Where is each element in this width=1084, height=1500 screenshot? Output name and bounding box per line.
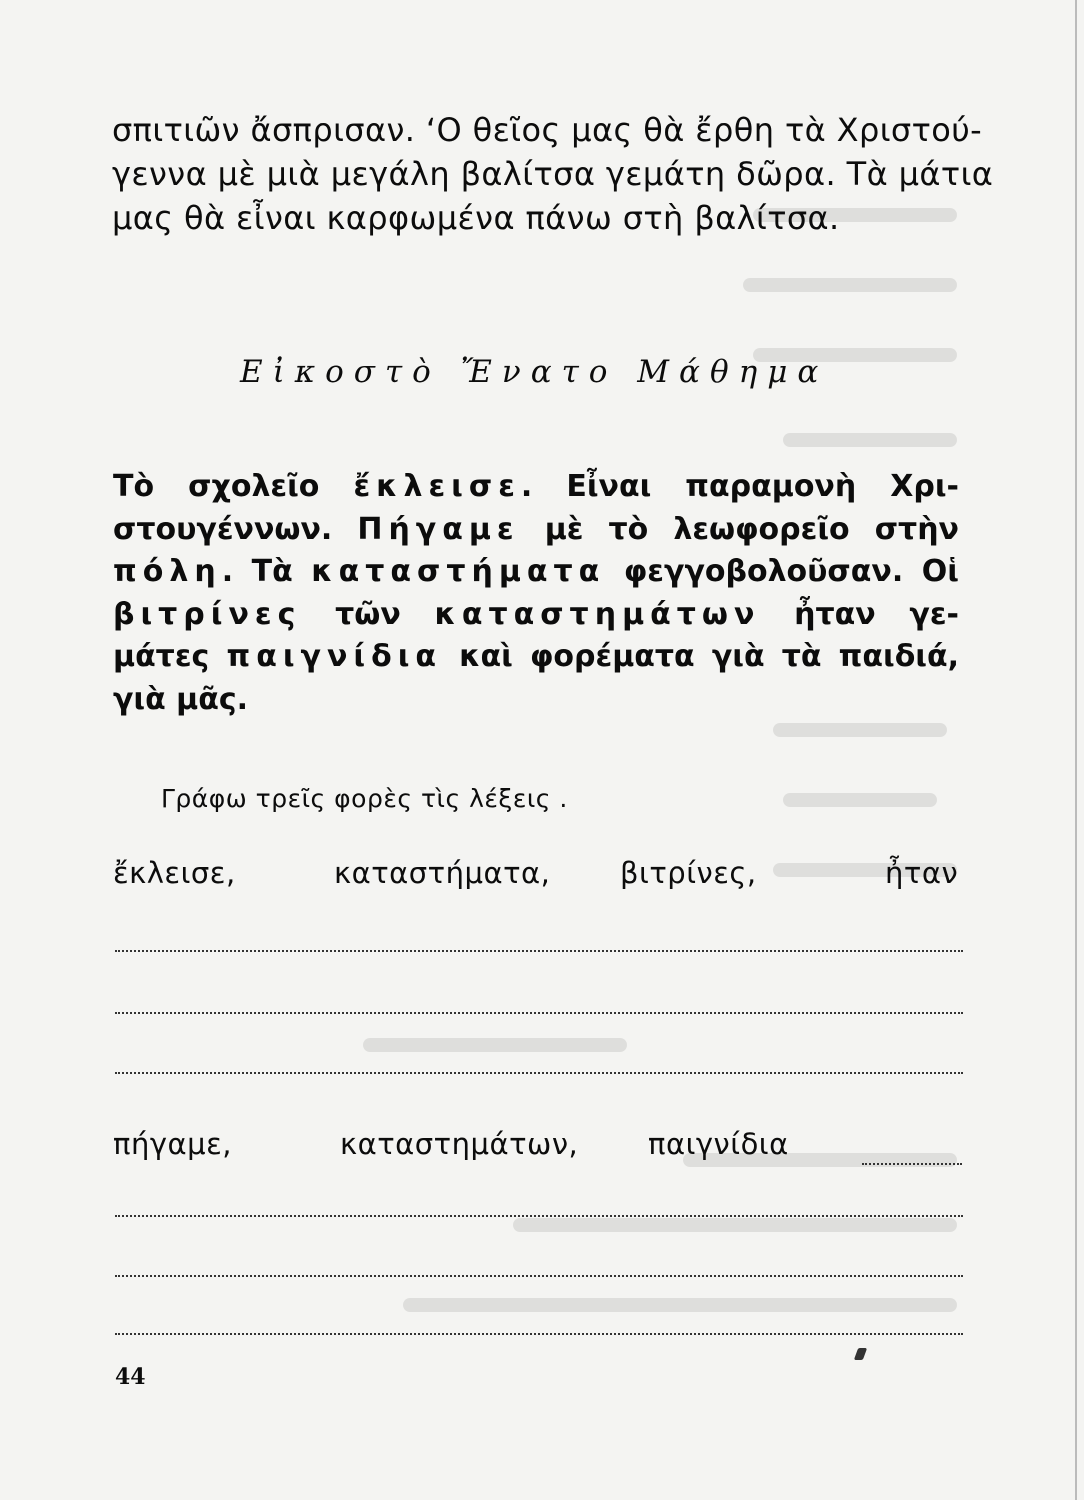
- reading-text: καὶ φορέματα γιὰ τὰ παιδιά,: [442, 639, 960, 674]
- writing-line[interactable]: [862, 1163, 962, 1165]
- practice-word: βιτρίνες,: [620, 856, 757, 890]
- writing-line[interactable]: [115, 1072, 963, 1074]
- reading-text: ἦταν γε-: [760, 596, 959, 632]
- writing-line[interactable]: [115, 950, 963, 952]
- ink-speck: [854, 1348, 867, 1360]
- exercise-instruction: Γράφω τρεῖς φορὲς τὶς λέξεις .: [161, 784, 568, 813]
- intro-line: σπιτιῶν ἄσπρισαν. ‘Ο θεῖος μας θὰ ἔρθη τὰ Χριστού-: [112, 111, 983, 149]
- reading-text: φεγγοβολοῦσαν. Οἱ: [605, 554, 959, 589]
- lesson-title: Εἰκοστὸ Ἔνατο Μάθημα: [240, 354, 829, 390]
- reading-text: . Τὰ: [221, 554, 312, 589]
- reading-line: [113, 594, 959, 637]
- reading-text: μὲ τὸ λεωφορεῖο στὴν: [519, 511, 959, 547]
- practice-word: πήγαμε,: [113, 1127, 232, 1161]
- practice-word: παιγνίδια: [648, 1127, 789, 1161]
- reading-text: τῶν: [301, 596, 435, 632]
- highlighted-word: παιγνίδια: [226, 639, 442, 674]
- highlighted-word: καταστήματα: [311, 554, 606, 589]
- reading-text: μάτες: [113, 639, 227, 674]
- practice-word: καταστημάτων,: [340, 1127, 579, 1161]
- intro-paragraph: [112, 108, 994, 240]
- intro-line: μας θὰ εἶναι καρφωμένα πάνω στὴ βαλίτσα.: [112, 199, 840, 237]
- practice-word: ἔκλεισε,: [113, 856, 236, 890]
- practice-word: ἦταν: [885, 856, 959, 890]
- highlighted-word: πόλη: [113, 554, 222, 589]
- reading-text: . Εἶναι παραμονὴ Χρι-: [520, 469, 959, 504]
- reading-text: Τὸ σχολεῖο: [113, 469, 354, 504]
- writing-line[interactable]: [115, 1012, 963, 1014]
- highlighted-word: ἔκλεισε: [353, 469, 521, 504]
- highlighted-word: βιτρίνες: [113, 596, 302, 632]
- reading-line: γιὰ μᾶς.: [113, 681, 249, 717]
- highlighted-word: καταστημάτων: [434, 596, 761, 632]
- reading-line: [113, 509, 959, 552]
- reading-passage: [113, 466, 959, 721]
- intro-line: γεννα μὲ μιὰ μεγάλη βαλίτσα γεμάτη δῶρα. Τὰ μάτια: [112, 155, 994, 193]
- page-number: 44: [115, 1364, 146, 1390]
- writing-line[interactable]: [115, 1333, 963, 1335]
- reading-line: [113, 466, 959, 509]
- reading-text: στουγέννων.: [113, 511, 358, 547]
- practice-word: καταστήματα,: [334, 856, 551, 890]
- writing-line[interactable]: [115, 1275, 963, 1277]
- reading-line: [113, 636, 959, 679]
- highlighted-word: Πήγαμε: [357, 511, 520, 547]
- writing-line[interactable]: [115, 1215, 963, 1217]
- reading-line: [113, 551, 959, 594]
